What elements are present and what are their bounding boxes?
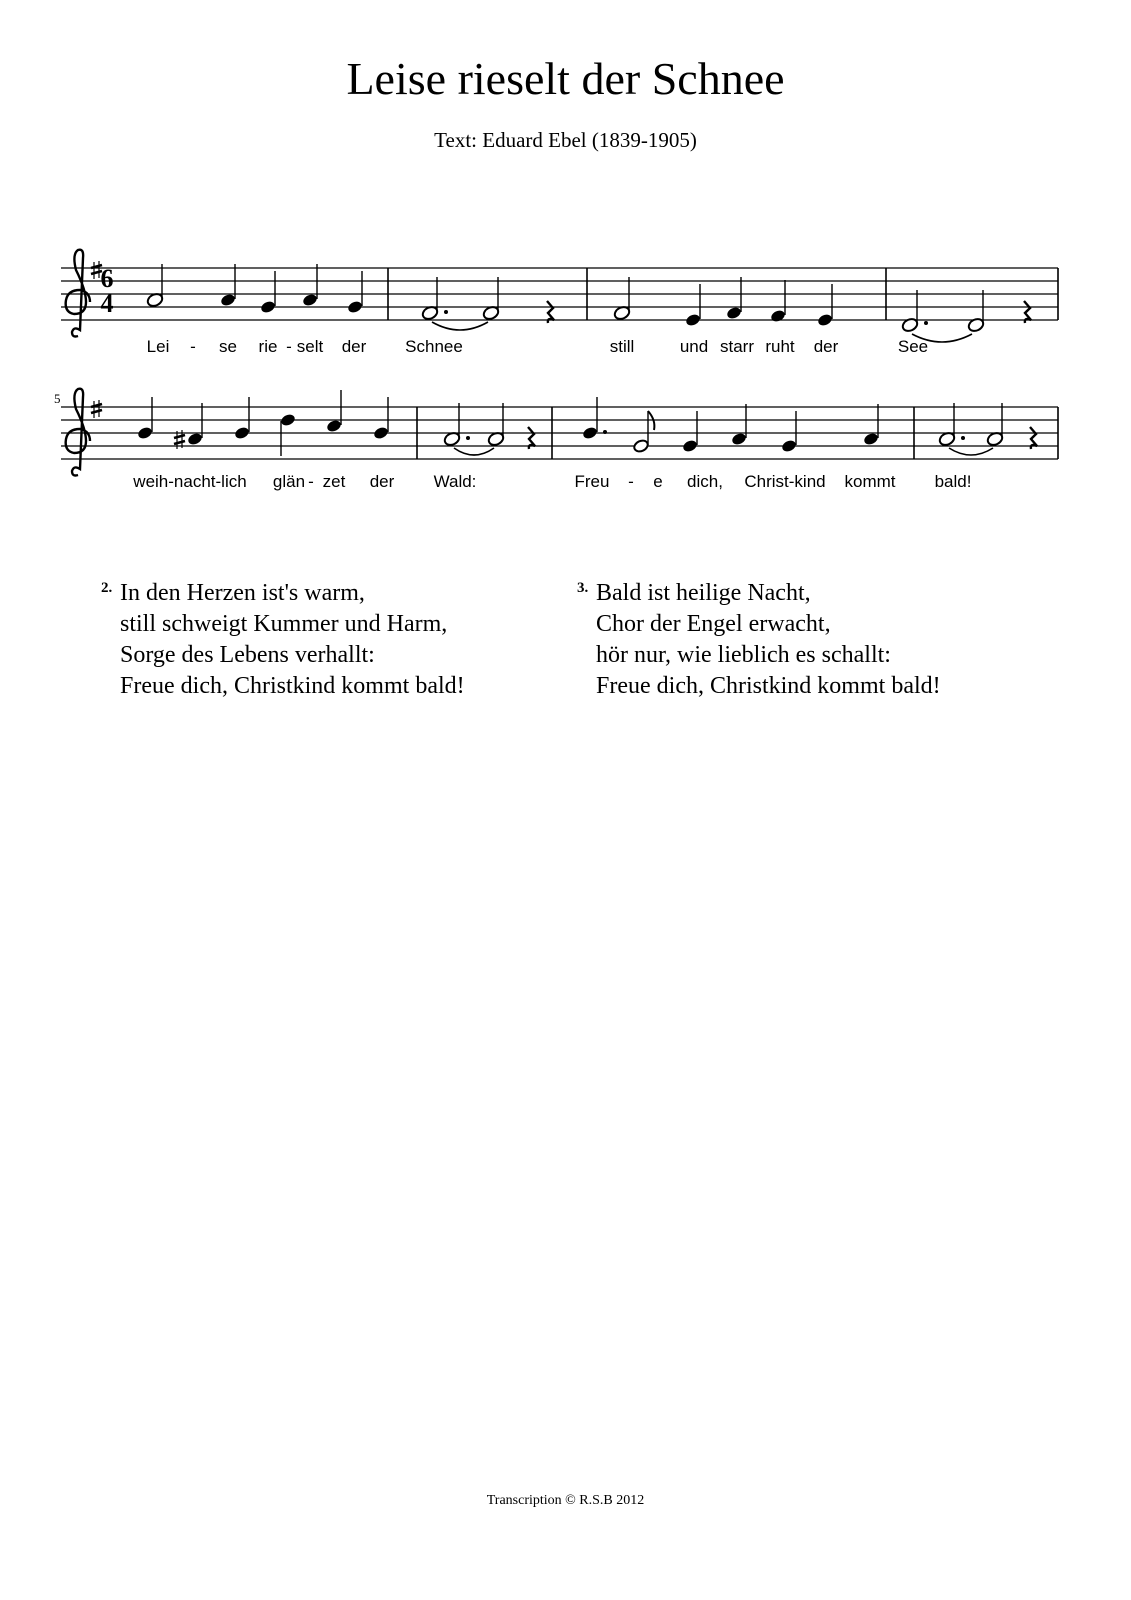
lyric-hyphen: -: [286, 337, 292, 356]
verse-line: Sorge des Lebens verhallt:: [120, 642, 375, 668]
lyric-syllable: Freu: [574, 472, 610, 491]
lyric-syllable: rie: [258, 337, 278, 356]
lyric-syllable: glän: [272, 472, 306, 491]
lyric-word: starr: [720, 337, 754, 356]
verse-3: [577, 578, 941, 702]
lyric-word: bald!: [934, 472, 972, 491]
lyric-word: dich,: [687, 472, 723, 491]
note-a4-quarter: [373, 397, 390, 440]
lyric-word: Schnee: [405, 337, 463, 356]
key-signature-sharp-icon: [91, 400, 102, 418]
note-g4-dotted-half: [938, 403, 965, 447]
quarter-rest-icon: [528, 427, 535, 449]
lyric-word: Christ-kind: [744, 472, 826, 491]
lyric-word: still: [609, 337, 635, 356]
song-title: Leise rieselt der Schnee: [346, 53, 785, 104]
lyric-syllable: Lei: [146, 337, 170, 356]
verse-line: Chor der Engel erwacht,: [596, 611, 831, 637]
lyric-syllable: se: [219, 337, 237, 356]
music-system-2: [0, 0, 1131, 520]
lyric-word: der: [369, 472, 395, 491]
time-signature-numerator: 6: [100, 264, 114, 293]
lyric-hyphen: -: [628, 472, 634, 491]
note-e4-quarter: [781, 411, 798, 453]
lyrics-line-2: [132, 472, 971, 491]
lyric-word: kommt: [844, 472, 896, 491]
lyric-word: See: [897, 337, 929, 356]
time-signature-denominator: 4: [100, 289, 114, 318]
lyric-word: und: [679, 337, 709, 356]
note-c5-quarter: [280, 413, 297, 456]
verse-2: [101, 578, 465, 702]
lyric-word: Wald:: [433, 472, 477, 491]
verse-line: Freue dich, Christkind kommt bald!: [596, 673, 941, 699]
note-a4-dotted-quarter: [582, 397, 607, 440]
lyric-syllable: zet: [322, 472, 346, 491]
note-b4-quarter: [326, 390, 343, 433]
note-a4-quarter: [234, 397, 251, 440]
treble-clef-icon: [66, 389, 90, 476]
quarter-rest-icon: [1030, 427, 1037, 449]
verse-line: Freue dich, Christkind kommt bald!: [120, 673, 465, 699]
lyricist-credit: Text: Eduard Ebel (1839-1905): [434, 128, 697, 152]
lyric-word: ruht: [765, 337, 795, 356]
copyright-footer: Transcription © R.S.B 2012: [486, 1493, 645, 1508]
verse-line: hör nur, wie lieblich es schallt:: [596, 642, 891, 668]
lyric-word: der: [813, 337, 839, 356]
verse-number: 3.: [577, 580, 589, 596]
verse-line: still schweigt Kummer und Harm,: [120, 611, 448, 637]
lyric-hyphen: -: [308, 472, 314, 491]
lyric-syllable: selt: [296, 337, 324, 356]
measure-number: 5: [54, 391, 61, 406]
note-f-sharp4-quarter: [863, 404, 880, 446]
tie: [454, 448, 494, 455]
lyric-syllable: e: [653, 472, 663, 491]
lyric-word: der: [341, 337, 367, 356]
note-g4-dotted-half: [443, 403, 470, 447]
note-e4-eighth: [633, 411, 655, 453]
note-e4-quarter: [682, 411, 699, 453]
verse-line: Bald ist heilige Nacht,: [596, 580, 811, 606]
staff-lines: [61, 407, 1058, 459]
tie: [949, 448, 993, 455]
lyric-word: weih-nacht-lich: [133, 472, 247, 491]
note-g-sharp4-quarter: [174, 403, 203, 449]
lyric-hyphen: -: [190, 337, 196, 356]
verse-number: 2.: [101, 580, 113, 596]
note-a4-quarter: [137, 397, 154, 440]
note-g4-half: [487, 403, 505, 447]
note-g4-half: [986, 403, 1004, 447]
note-f-sharp4-quarter: [731, 404, 748, 446]
verse-line: In den Herzen ist's warm,: [120, 580, 365, 606]
